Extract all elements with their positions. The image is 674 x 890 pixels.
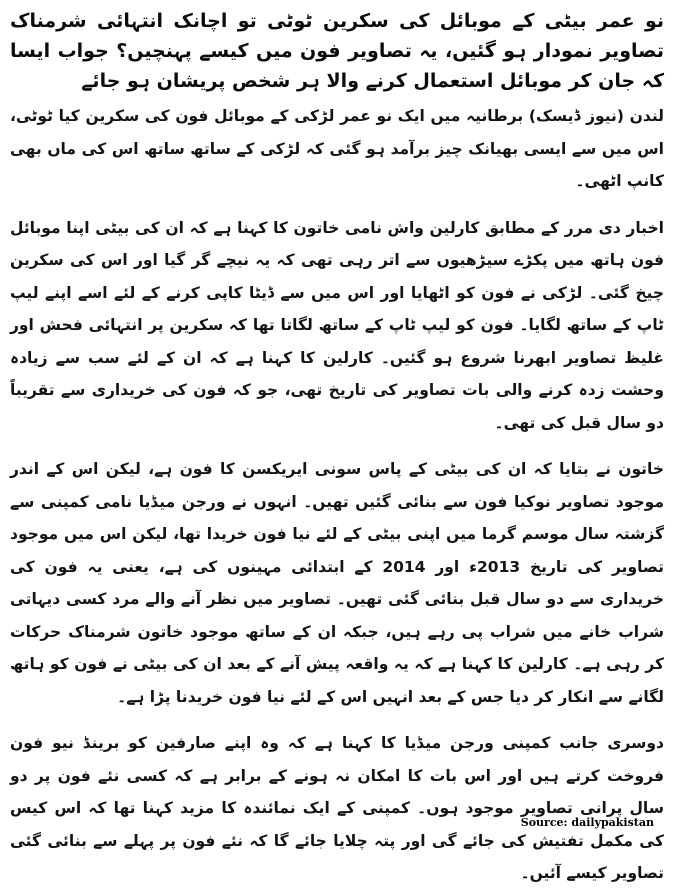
- article-paragraph-3: خاتون نے بتایا کہ ان کی بیٹی کے پاس سونی ایریکسن کا فون ہے، لیکن اس کے اندر موجود تصاویر نوکیا فون سے بنائی گئیں تھیں۔ انہوں نے ورجن میڈیا نامی کمپنی سے گزشتہ سال موسم گرما میں اپنی بیٹی کے لئے نیا فون خریدا تھا، لیکن اس میں موجود تصاویر کی تاریخ 2013ء اور 2014 کے ابتدائی مہینوں کی ہے، یعنی یہ فون کی خریداری سے دو سال قبل بنائی گئی تھیں۔ تصاویر میں نظر آنے والے مرد کسی دیہاتی شراب خانے میں شراب پی رہے ہیں، جبکہ ان کے ساتھ موجود خاتون شرمناک حرکات کر رہی ہے۔ کارلین کا کہنا ہے کہ یہ واقعہ پیش آنے کے بعد ان کی بیٹی نے فون کو ہاتھ لگانے سے انکار کر دیا جس کے بعد انہیں اس کے لئے نیا فون خریدنا پڑا ہے۔: [10, 460, 664, 706]
- article-paragraph-4: دوسری جانب کمپنی ورجن میڈیا کا کہنا ہے کہ وہ اپنے صارفین کو برینڈ نیو فون فروخت کرتے ہیں اور اس بات کا امکان نہ ہونے کے برابر ہے کہ کسی نئے فون پر دو سال پرانی تصاویر موجود ہوں۔ کمپنی کے ایک نمائندہ کا مزید کہنا تھا کہ اس کیس کی مکمل تفتیش کی جائے گی اور پتہ چلایا جائے گا کہ نئے فون پر پہلے سے بنائی گئی تصاویر کیسے آئیں۔: [10, 734, 664, 882]
- article-headline: نو عمر بیٹی کے موبائل کی سکرین ٹوٹی تو اچانک انتہائی شرمناک تصاویر نمودار ہو گئیں، یہ تصاویر فون میں کیسے پہنچیں؟ جواب ایسا کہ جان کر موبائل استعمال کرنے والا ہر شخص پریشان ہو جائے: [10, 10, 664, 92]
- article-paragraph-2: اخبار دی مرر کے مطابق کارلین واش نامی خاتون کا کہنا ہے کہ ان کی بیٹی اپنا موبائل فون ہاتھ میں پکڑے سیڑھیوں سے اتر رہی تھی کہ یہ نیچے گر گیا اور اس کی سکرین چیخ گئی۔ لڑکی نے فون کو اٹھایا اور اس میں سے ڈیٹا کاپی کرنے کے لئے اسے اپنے لیپ ٹاپ کے ساتھ لگایا۔ فون کو لیپ ٹاپ کے ساتھ لگاتا تھا کہ سکرین پر انتہائی فحش اور غلیظ تصاویر ابھرنا شروع ہو گئیں۔ کارلین کا کہنا ہے کہ ان کے لئے سب سے زیادہ وحشت زدہ کرنے والی بات تصاویر کی تاریخ تھی، جو کہ فون کی خریداری سے تقریباً دو سال قبل کی تھی۔: [10, 218, 664, 432]
- source-credit: Source: dailypakistan: [520, 816, 654, 829]
- news-article: [10, 6, 664, 890]
- article-paragraph-1: لندن (نیوز ڈیسک) برطانیہ میں ایک نو عمر لڑکی کے موبائل فون کی سکرین کیا ٹوٹی، اس میں سے ایسی بھیانک چیز برآمد ہو گئی کہ لڑکی کے ساتھ ساتھ اس کی ماں بھی کانپ اٹھی۔: [10, 107, 664, 190]
